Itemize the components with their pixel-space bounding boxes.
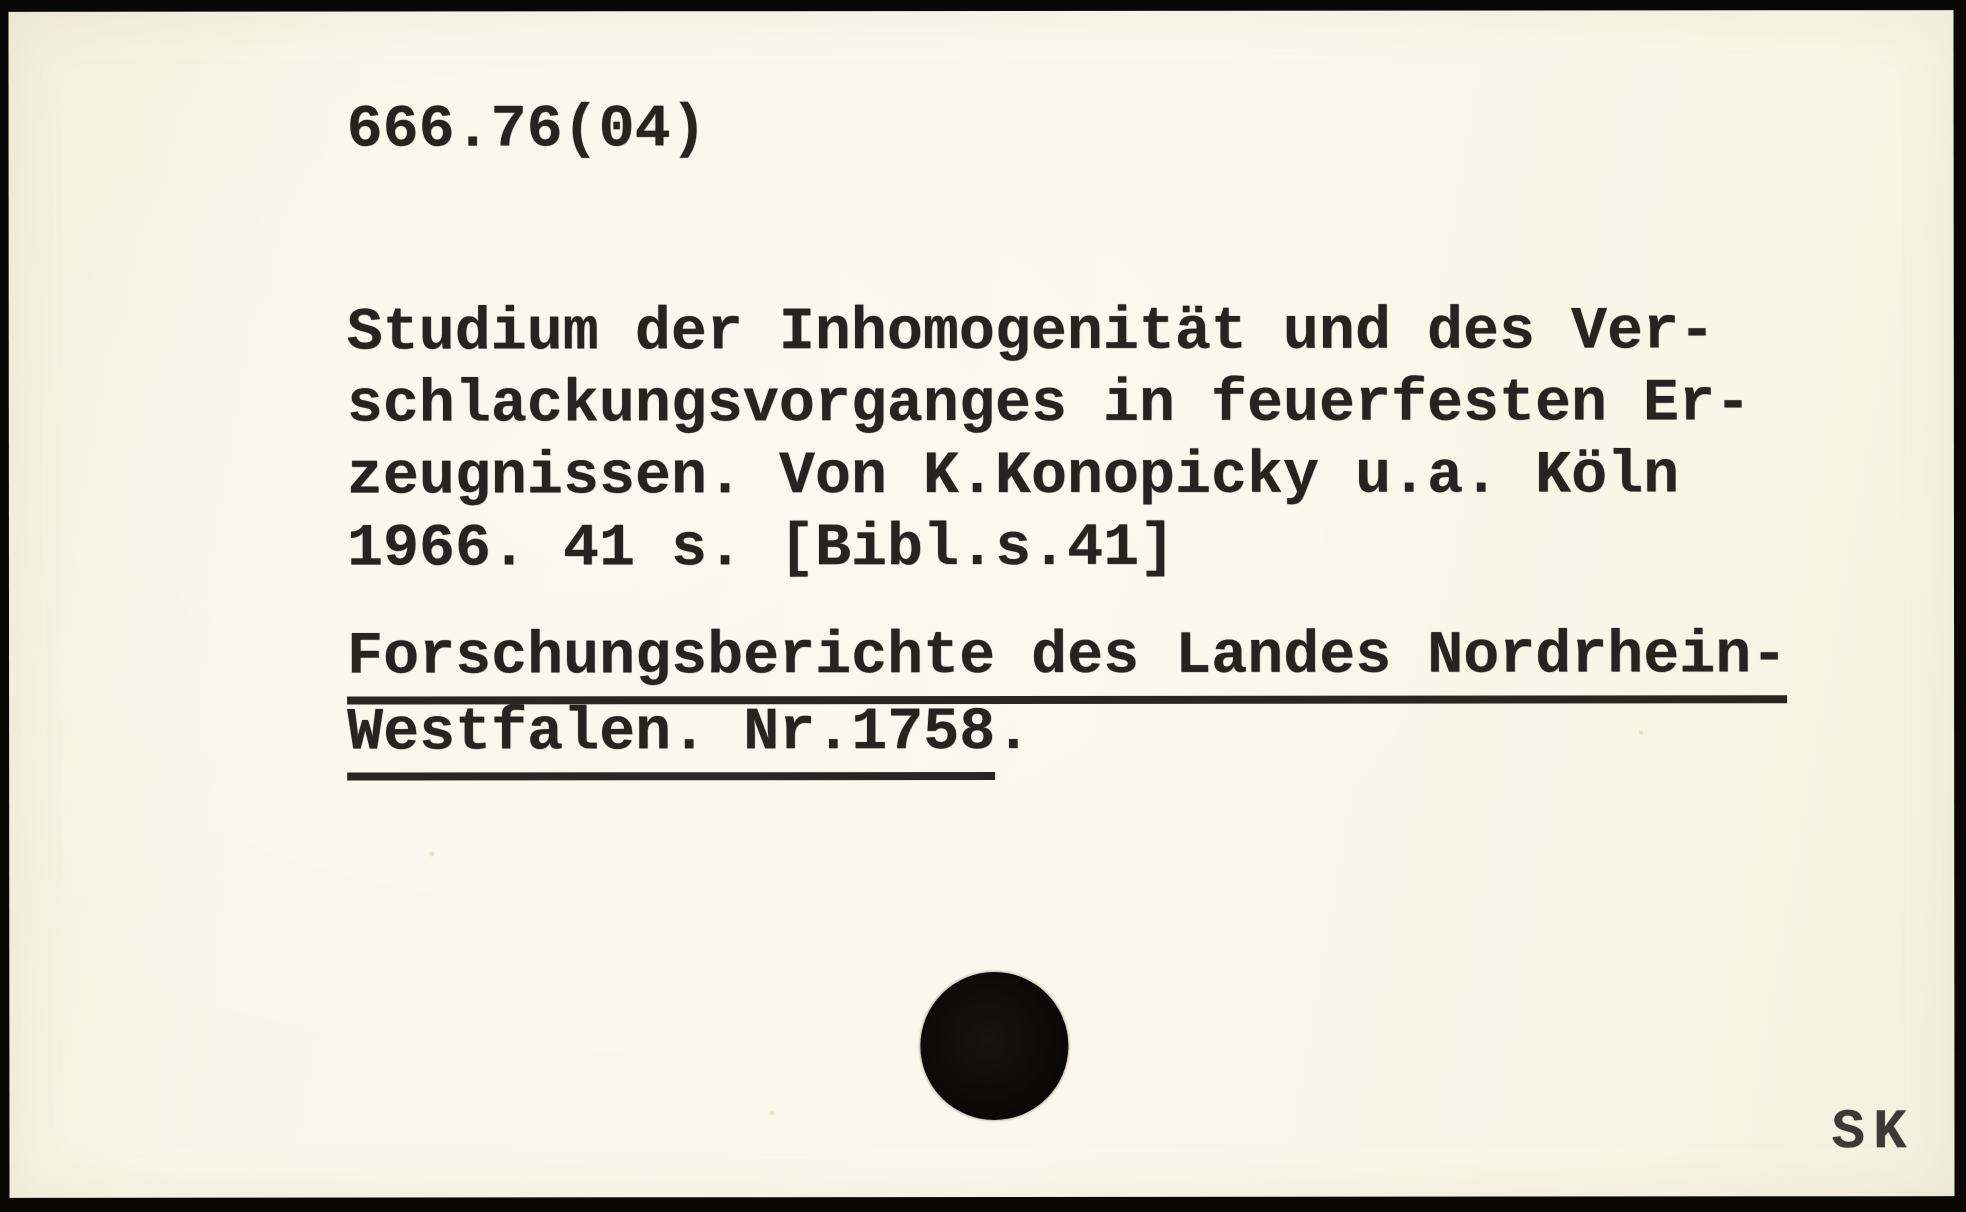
paper-speck — [429, 851, 434, 856]
cataloger-initials: SK — [1831, 1100, 1915, 1165]
classification-number: 666.76(04) — [346, 96, 707, 165]
series-line-1 — [347, 618, 1787, 695]
series-statement — [347, 618, 1787, 771]
paper-speck — [769, 1111, 774, 1115]
title-line-4: 1966. 41 s. [Bibl.s.41] — [346, 514, 1176, 584]
title-line-3: zeugnissen. Von K.Konopicky u.a. Köln — [346, 442, 1680, 512]
series-line-2 — [347, 694, 1787, 771]
title-line-2: schlackungsvorganges in feuerfesten Er- — [346, 370, 1752, 440]
series-line-2-text: Westfalen. Nr.1758 — [347, 695, 995, 781]
series-line-1-text: Forschungsberichte des Landes Nordrhein- — [347, 618, 1787, 704]
catalog-card — [8, 10, 1954, 1198]
title-line-1: Studium der Inhomogenität und des Ver- — [346, 298, 1716, 368]
bibliographic-entry — [347, 296, 1751, 585]
series-line-2-period: . — [995, 698, 1032, 767]
hole-punch — [920, 972, 1068, 1120]
